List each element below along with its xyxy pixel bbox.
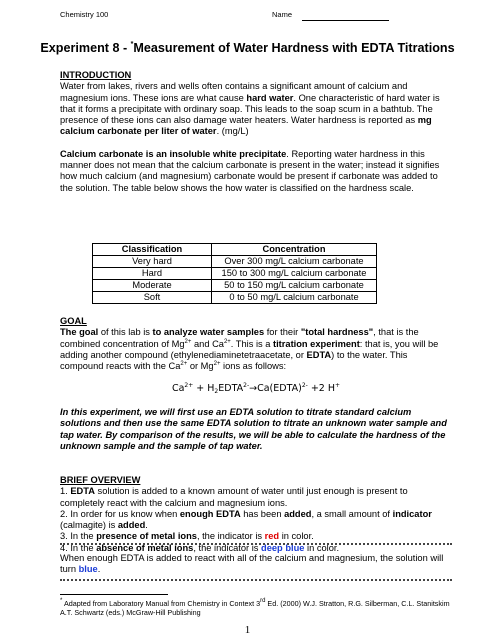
footnote-rule [60,594,168,595]
hardness-table [92,243,377,304]
table-cell: 0 to 50 mg/L calcium carbonate [212,292,377,304]
table-cell: 50 to 150 mg/L calcium carbonate [212,280,377,292]
table-row [93,280,377,292]
experiment-summary-paragraph: In this experiment, we will first use an EDTA solution to titrate standard calcium solutions and then use the same EDTA solution to titrate an unknown water sample and tap water. By comparison of the results, we will be able to calculate the hardness of the unknown sample and the sample of tap water. [60,407,447,451]
name-blank-line [302,20,389,21]
goal-paragraph: The goal of this lab is to analyze water samples for their "total hardness", that is the combined concentration of $Mg^{2+}$ and $Ca^{2+}$. This is a titration experiment: that is, you will be adding another compound (ethylenediaminetetraacetate, or EDTA) to the water. This compound reacts with the $Ca^{2+}$ or $Mg^{2+}$ ions as follows: [60,327,439,372]
introduction-paragraph: Water from lakes, rivers and wells often contains a significant amount of calcium and magnesium ions. These ions are what cause hard water. One characteristic of hard water is that it forms a precipitate with ordinary soap. This leads to the soap scum in a bathtub. The presence of these ions can also damage water heaters. Water hardness is reported as mg calcium carbonate per liter of water. (mg/L) [60,81,440,137]
table-header-row [93,244,377,256]
table-row [93,268,377,280]
page-number: 1 [244,624,251,636]
footnote: * Adapted from Laboratory Manual from Chemistry in Context 3rd Ed. (2000) W.J. Stratton, R.G. Silberman, C.L. Stanitskim A.T. Schwartz (eds.) McGraw-Hill Publishing [60,598,450,618]
course-label: Chemistry 100 [60,10,109,19]
overview-step-4: 4. In the absence of metal ions, the indicator is deep blue in color. [60,542,340,553]
table-cell: Over 300 mg/L calcium carbonate [212,256,377,268]
reaction-equation: $Ca^{2+}$ + $H_2EDTA^{2-}\to Ca(EDTA)^{2-} +2$ H+ [171,382,341,395]
overview-step-3: 3. In the presence of metal ions, the indicator is red in color. [60,531,314,542]
table-header: Concentration [212,244,377,256]
table-cell: 150 to 300 mg/L calcium carbonate [212,268,377,280]
table-cell: Hard [93,268,212,280]
dotted-divider [60,579,452,581]
title-footnote-mark: * [130,41,134,48]
goal-section [60,316,452,372]
table-cell: Moderate [93,280,212,292]
overview-step-2: 2. In order for us know when enough EDTA has been added, a small amount of indicator (calmagite) is added. [60,508,432,531]
endpoint-paragraph: When enough EDTA is added to react with all of the calcium and magnesium, the solution will turn blue. [60,553,444,575]
table-header: Classification [93,244,212,256]
calcium-carbonate-paragraph: Calcium carbonate is an insoluble white precipitate. Reporting water hardness in this manner does not mean that the calcium carbonate is present in the water; instead it signifies how much calcium (and magnesium) carbonate would be present if carbonate was added to the solution. The table below shows the how water is classified on the hardness scale. [60,148,440,193]
table-row [93,292,377,304]
introduction-section [60,70,452,194]
table-cell: Soft [93,292,212,304]
goal-heading: GOAL [60,316,87,326]
dotted-divider [60,543,452,545]
introduction-heading: INTRODUCTION [60,70,132,80]
overview-heading: BRIEF OVERVIEW [60,475,141,485]
table-row [93,256,377,268]
table-cell: Very hard [93,256,212,268]
page-title: Experiment 8 - *Measurement of Water Hardness with EDTA Titrations [40,41,455,55]
name-label: Name [272,10,293,19]
overview-step-1: 1. EDTA solution is added to a known amount of water until just enough is present to completely react with the calcium and magnesium ions. [60,486,408,508]
